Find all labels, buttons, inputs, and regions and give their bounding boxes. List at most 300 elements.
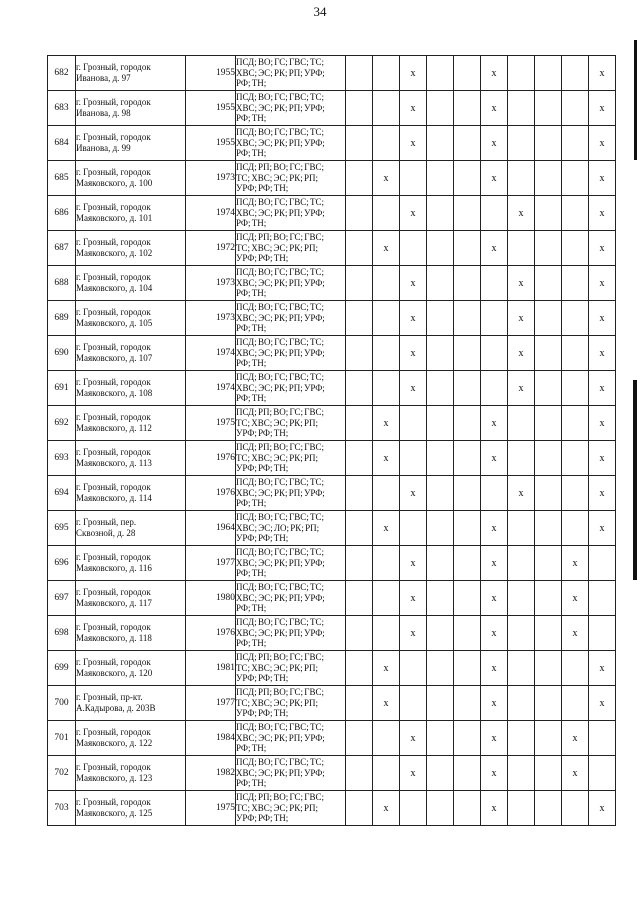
mark-cell: x — [562, 581, 589, 616]
row-number: 692 — [48, 406, 76, 441]
services-line: ТС; ХВС; ЭС; РК; РП; — [236, 697, 318, 708]
mark-cell: x — [400, 546, 427, 581]
address-line: Маяковского, д. 105 — [76, 318, 153, 328]
services-line: ПСД; ВО; ГС; ГВС; ТС; — [236, 582, 324, 593]
mark-cell: x — [589, 686, 616, 721]
mark-cell — [427, 651, 454, 686]
row-number: 694 — [48, 476, 76, 511]
services-cell — [236, 756, 346, 791]
table-row — [48, 231, 616, 266]
address-line: г. Грозный, городок — [76, 482, 151, 492]
services-line: ПСД; ВО; ГС; ГВС; ТС; — [236, 267, 324, 278]
mark-cell: x — [400, 476, 427, 511]
address-cell — [76, 56, 186, 91]
mark-cell — [589, 546, 616, 581]
address-line: Маяковского, д. 117 — [76, 598, 152, 608]
row-number: 687 — [48, 231, 76, 266]
address-cell — [76, 161, 186, 196]
mark-cell: x — [508, 371, 535, 406]
mark-cell — [562, 406, 589, 441]
mark-cell — [427, 266, 454, 301]
mark-cell — [373, 301, 400, 336]
address-cell — [76, 546, 186, 581]
mark-cell — [454, 336, 481, 371]
mark-cell — [589, 756, 616, 791]
address-line: г. Грозный, городок — [76, 447, 151, 457]
address-line: г. Грозный, городок — [76, 167, 151, 177]
address-cell — [76, 371, 186, 406]
mark-cell: x — [400, 266, 427, 301]
mark-cell — [373, 336, 400, 371]
table-row — [48, 546, 616, 581]
services-line: РФ; ТН; — [236, 498, 267, 509]
address-line: Маяковского, д. 100 — [76, 178, 153, 188]
mark-cell — [562, 126, 589, 161]
table-row — [48, 651, 616, 686]
table-row — [48, 406, 616, 441]
year-cell: 1974 — [186, 336, 236, 371]
mark-cell — [481, 196, 508, 231]
mark-cell — [454, 721, 481, 756]
address-cell — [76, 756, 186, 791]
services-cell — [236, 476, 346, 511]
services-line: ХВС; ЭС; РК; РП; УРФ; — [236, 767, 325, 778]
mark-cell — [373, 371, 400, 406]
mark-cell — [454, 476, 481, 511]
services-cell — [236, 56, 346, 91]
services-line: ТС; ХВС; ЭС; РК; РП; — [236, 802, 318, 813]
mark-cell — [427, 791, 454, 826]
mark-cell — [508, 91, 535, 126]
year-cell: 1955 — [186, 91, 236, 126]
services-line: ХВС; ЭС; ЛО; РК; РП; — [236, 522, 320, 533]
address-line: г. Грозный, пр-кт. — [76, 692, 143, 702]
address-line: Маяковского, д. 108 — [76, 388, 153, 398]
mark-cell — [535, 546, 562, 581]
mark-cell: x — [481, 546, 508, 581]
row-number: 688 — [48, 266, 76, 301]
year-cell: 1981 — [186, 651, 236, 686]
mark-cell — [481, 476, 508, 511]
row-number: 685 — [48, 161, 76, 196]
table-row — [48, 476, 616, 511]
row-number: 698 — [48, 616, 76, 651]
registry-table — [47, 55, 616, 826]
services-line: ПСД; ВО; ГС; ГВС; ТС; — [236, 722, 324, 733]
mark-cell — [535, 406, 562, 441]
services-cell — [236, 161, 346, 196]
table-row — [48, 756, 616, 791]
services-cell — [236, 126, 346, 161]
row-number: 683 — [48, 91, 76, 126]
services-cell — [236, 196, 346, 231]
mark-cell: x — [400, 371, 427, 406]
mark-cell — [373, 756, 400, 791]
mark-cell — [535, 371, 562, 406]
scan-edge-mark-middle — [633, 380, 637, 580]
mark-cell — [562, 301, 589, 336]
services-line: РФ; ТН; — [236, 148, 267, 159]
year-cell: 1974 — [186, 196, 236, 231]
mark-cell — [427, 336, 454, 371]
row-number: 697 — [48, 581, 76, 616]
year-cell: 1972 — [186, 231, 236, 266]
mark-cell — [508, 161, 535, 196]
services-cell — [236, 651, 346, 686]
mark-cell: x — [400, 616, 427, 651]
services-cell — [236, 791, 346, 826]
mark-cell: x — [589, 511, 616, 546]
mark-cell: x — [400, 91, 427, 126]
mark-cell — [535, 686, 562, 721]
table-row — [48, 196, 616, 231]
table-row — [48, 511, 616, 546]
services-line: РФ; ТН; — [236, 218, 267, 229]
mark-cell — [400, 231, 427, 266]
mark-cell — [508, 581, 535, 616]
year-cell: 1964 — [186, 511, 236, 546]
mark-cell — [427, 581, 454, 616]
services-line: ПСД; ВО; ГС; ГВС; ТС; — [236, 477, 324, 488]
mark-cell: x — [481, 126, 508, 161]
mark-cell: x — [373, 511, 400, 546]
mark-cell — [535, 231, 562, 266]
mark-cell — [346, 511, 373, 546]
services-line: ПСД; ВО; ГС; ГВС; ТС; — [236, 337, 324, 348]
address-line: г. Грозный, городок — [76, 97, 151, 107]
services-line: ТС; ХВС; ЭС; РК; РП; — [236, 452, 318, 463]
year-cell: 1973 — [186, 161, 236, 196]
mark-cell: x — [508, 301, 535, 336]
mark-cell — [346, 791, 373, 826]
mark-cell — [427, 371, 454, 406]
mark-cell — [508, 511, 535, 546]
table-row — [48, 266, 616, 301]
services-line: РФ; ТН; — [236, 603, 267, 614]
mark-cell: x — [562, 616, 589, 651]
row-number: 682 — [48, 56, 76, 91]
mark-cell — [481, 266, 508, 301]
services-line: РФ; ТН; — [236, 778, 267, 789]
mark-cell: x — [589, 91, 616, 126]
mark-cell — [454, 441, 481, 476]
services-line: ХВС; ЭС; РК; РП; УРФ; — [236, 592, 325, 603]
mark-cell: x — [589, 126, 616, 161]
mark-cell: x — [373, 406, 400, 441]
address-line: Маяковского, д. 122 — [76, 738, 153, 748]
mark-cell — [535, 721, 562, 756]
services-line: УРФ; РФ; ТН; — [236, 183, 289, 194]
page-number: 34 — [313, 4, 327, 19]
year-cell: 1977 — [186, 546, 236, 581]
mark-cell — [535, 56, 562, 91]
mark-cell: x — [481, 756, 508, 791]
mark-cell — [535, 511, 562, 546]
mark-cell: x — [589, 441, 616, 476]
mark-cell — [373, 546, 400, 581]
mark-cell — [562, 161, 589, 196]
mark-cell — [535, 616, 562, 651]
mark-cell: x — [589, 231, 616, 266]
mark-cell: x — [400, 756, 427, 791]
row-number: 696 — [48, 546, 76, 581]
mark-cell — [535, 581, 562, 616]
mark-cell — [508, 406, 535, 441]
address-cell — [76, 196, 186, 231]
mark-cell: x — [589, 196, 616, 231]
mark-cell — [427, 721, 454, 756]
address-line: Маяковского, д. 101 — [76, 213, 153, 223]
address-cell — [76, 231, 186, 266]
year-cell: 1976 — [186, 616, 236, 651]
services-cell — [236, 231, 346, 266]
mark-cell — [562, 441, 589, 476]
mark-cell — [508, 686, 535, 721]
mark-cell — [400, 161, 427, 196]
mark-cell: x — [508, 266, 535, 301]
services-line: УРФ; РФ; ТН; — [236, 463, 289, 474]
address-line: г. Грозный, городок — [76, 552, 151, 562]
services-line: ПСД; ВО; ГС; ГВС; ТС; — [236, 617, 324, 628]
services-cell — [236, 336, 346, 371]
mark-cell: x — [481, 231, 508, 266]
mark-cell — [427, 56, 454, 91]
mark-cell: x — [481, 406, 508, 441]
mark-cell: x — [481, 651, 508, 686]
services-line: РФ; ТН; — [236, 78, 267, 89]
row-number: 684 — [48, 126, 76, 161]
services-line: РФ; ТН; — [236, 113, 267, 124]
services-line: ХВС; ЭС; РК; РП; УРФ; — [236, 732, 325, 743]
services-line: УРФ; РФ; ТН; — [236, 253, 289, 264]
mark-cell — [454, 196, 481, 231]
services-line: ПСД; ВО; ГС; ГВС; ТС; — [236, 302, 324, 313]
mark-cell — [346, 406, 373, 441]
mark-cell — [346, 336, 373, 371]
services-line: ПСД; ВО; ГС; ГВС; ТС; — [236, 757, 324, 768]
mark-cell — [400, 511, 427, 546]
mark-cell — [535, 161, 562, 196]
address-line: Иванова, д. 97 — [76, 73, 131, 83]
services-line: ХВС; ЭС; РК; РП; УРФ; — [236, 277, 325, 288]
mark-cell: x — [481, 686, 508, 721]
mark-cell: x — [481, 791, 508, 826]
address-cell — [76, 91, 186, 126]
mark-cell — [346, 581, 373, 616]
mark-cell — [373, 91, 400, 126]
table-row — [48, 126, 616, 161]
services-cell — [236, 581, 346, 616]
services-cell — [236, 406, 346, 441]
mark-cell — [454, 651, 481, 686]
mark-cell: x — [481, 511, 508, 546]
mark-cell — [454, 616, 481, 651]
services-line: ХВС; ЭС; РК; РП; УРФ; — [236, 102, 325, 113]
mark-cell: x — [589, 406, 616, 441]
address-cell — [76, 721, 186, 756]
mark-cell — [535, 441, 562, 476]
services-line: РФ; ТН; — [236, 568, 267, 579]
services-line: ХВС; ЭС; РК; РП; УРФ; — [236, 207, 325, 218]
services-cell — [236, 301, 346, 336]
row-number: 691 — [48, 371, 76, 406]
address-line: г. Грозный, городок — [76, 342, 151, 352]
services-line: ПСД; ВО; ГС; ГВС; ТС; — [236, 372, 324, 383]
address-line: г. Грозный, городок — [76, 762, 151, 772]
mark-cell — [427, 511, 454, 546]
address-line: г. Грозный, городок — [76, 62, 151, 72]
services-line: ПСД; РП; ВО; ГС; ГВС; — [236, 232, 324, 243]
address-cell — [76, 581, 186, 616]
table-row — [48, 441, 616, 476]
mark-cell — [508, 791, 535, 826]
mark-cell — [454, 266, 481, 301]
mark-cell — [454, 686, 481, 721]
address-line: г. Грозный, городок — [76, 797, 151, 807]
row-number: 690 — [48, 336, 76, 371]
year-cell: 1976 — [186, 441, 236, 476]
mark-cell — [400, 651, 427, 686]
services-cell — [236, 546, 346, 581]
services-line: ПСД; РП; ВО; ГС; ГВС; — [236, 407, 324, 418]
mark-cell: x — [481, 721, 508, 756]
table-row — [48, 371, 616, 406]
year-cell: 1976 — [186, 476, 236, 511]
mark-cell — [427, 756, 454, 791]
address-line: Маяковского, д. 104 — [76, 283, 153, 293]
address-cell — [76, 266, 186, 301]
mark-cell — [562, 266, 589, 301]
mark-cell — [454, 126, 481, 161]
mark-cell — [454, 91, 481, 126]
mark-cell — [454, 546, 481, 581]
mark-cell — [454, 371, 481, 406]
address-cell — [76, 686, 186, 721]
mark-cell: x — [373, 791, 400, 826]
services-line: УРФ; РФ; ТН; — [236, 428, 289, 439]
mark-cell — [508, 126, 535, 161]
mark-cell: x — [589, 336, 616, 371]
row-number: 689 — [48, 301, 76, 336]
table-row — [48, 721, 616, 756]
mark-cell — [400, 686, 427, 721]
address-line: г. Грозный, городок — [76, 412, 151, 422]
address-cell — [76, 301, 186, 336]
mark-cell — [400, 791, 427, 826]
address-line: Маяковского, д. 123 — [76, 773, 153, 783]
services-line: ТС; ХВС; ЭС; РК; РП; — [236, 662, 318, 673]
mark-cell — [427, 686, 454, 721]
mark-cell — [346, 161, 373, 196]
services-line: ТС; ХВС; ЭС; РК; РП; — [236, 242, 318, 253]
mark-cell: x — [589, 266, 616, 301]
mark-cell — [346, 196, 373, 231]
mark-cell — [535, 476, 562, 511]
address-cell — [76, 651, 186, 686]
year-cell: 1982 — [186, 756, 236, 791]
services-cell — [236, 511, 346, 546]
mark-cell: x — [589, 791, 616, 826]
row-number: 699 — [48, 651, 76, 686]
mark-cell — [454, 791, 481, 826]
mark-cell — [373, 581, 400, 616]
mark-cell — [481, 336, 508, 371]
table-row — [48, 791, 616, 826]
services-line: РФ; ТН; — [236, 358, 267, 369]
mark-cell — [346, 721, 373, 756]
services-line: УРФ; РФ; ТН; — [236, 708, 289, 719]
services-line: ХВС; ЭС; РК; РП; УРФ; — [236, 137, 325, 148]
services-cell — [236, 616, 346, 651]
mark-cell: x — [589, 651, 616, 686]
row-number: 695 — [48, 511, 76, 546]
mark-cell — [535, 196, 562, 231]
services-line: ХВС; ЭС; РК; РП; УРФ; — [236, 312, 325, 323]
mark-cell — [427, 441, 454, 476]
mark-cell — [535, 336, 562, 371]
mark-cell — [562, 231, 589, 266]
mark-cell — [346, 546, 373, 581]
year-cell: 1977 — [186, 686, 236, 721]
row-number: 701 — [48, 721, 76, 756]
services-line: РФ; ТН; — [236, 288, 267, 299]
address-line: г. Грозный, городок — [76, 377, 151, 387]
address-line: Маяковского, д. 118 — [76, 633, 152, 643]
mark-cell: x — [562, 546, 589, 581]
mark-cell: x — [481, 581, 508, 616]
mark-cell: x — [481, 56, 508, 91]
row-number: 686 — [48, 196, 76, 231]
services-line: ПСД; РП; ВО; ГС; ГВС; — [236, 687, 324, 698]
address-line: Маяковского, д. 112 — [76, 423, 152, 433]
mark-cell: x — [400, 581, 427, 616]
mark-cell — [427, 231, 454, 266]
mark-cell: x — [400, 56, 427, 91]
mark-cell — [427, 476, 454, 511]
services-line: УРФ; РФ; ТН; — [236, 673, 289, 684]
table-row — [48, 161, 616, 196]
address-line: г. Грозный, городок — [76, 727, 151, 737]
mark-cell — [562, 651, 589, 686]
row-number: 700 — [48, 686, 76, 721]
table-row — [48, 301, 616, 336]
services-line: ПСД; РП; ВО; ГС; ГВС; — [236, 792, 324, 803]
row-number: 702 — [48, 756, 76, 791]
mark-cell — [508, 546, 535, 581]
table-row — [48, 686, 616, 721]
mark-cell: x — [373, 441, 400, 476]
mark-cell — [562, 686, 589, 721]
mark-cell — [481, 371, 508, 406]
year-cell: 1975 — [186, 791, 236, 826]
mark-cell: x — [508, 476, 535, 511]
services-line: УРФ; РФ; ТН; — [236, 533, 289, 544]
mark-cell — [346, 126, 373, 161]
mark-cell — [508, 231, 535, 266]
mark-cell: x — [589, 476, 616, 511]
services-line: РФ; ТН; — [236, 743, 267, 754]
services-line: ПСД; РП; ВО; ГС; ГВС; — [236, 442, 324, 453]
mark-cell: x — [481, 91, 508, 126]
table-row — [48, 56, 616, 91]
address-cell — [76, 791, 186, 826]
mark-cell — [427, 406, 454, 441]
mark-cell — [535, 651, 562, 686]
mark-cell — [454, 231, 481, 266]
mark-cell — [454, 756, 481, 791]
mark-cell: x — [589, 371, 616, 406]
mark-cell — [454, 511, 481, 546]
